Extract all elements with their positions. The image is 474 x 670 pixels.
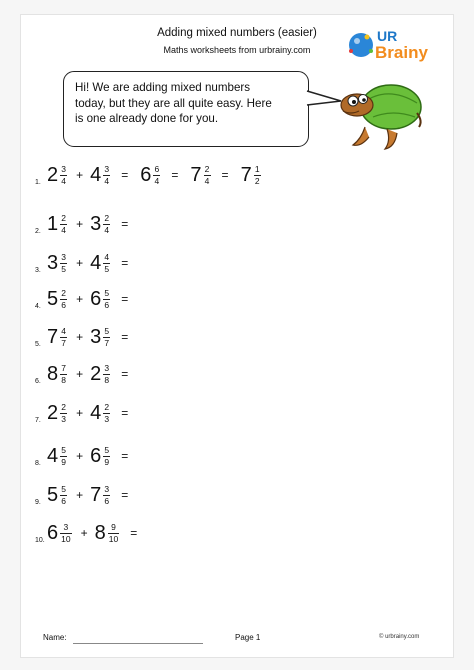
denominator: 4 xyxy=(61,224,66,235)
first-mixed-number-whole: 7 xyxy=(47,326,59,348)
denominator: 10 xyxy=(61,533,71,544)
numerator: 9 xyxy=(111,521,116,532)
problem-number: 1. xyxy=(35,178,41,186)
worksheet-page xyxy=(20,14,454,658)
equals-sign: = xyxy=(121,217,129,231)
answer-space[interactable] xyxy=(140,325,260,349)
numerator: 2 xyxy=(104,212,110,223)
first-mixed-number-fraction xyxy=(60,403,67,424)
first-mixed-number-whole: 2 xyxy=(47,164,59,186)
problem-row xyxy=(35,316,260,358)
denominator: 7 xyxy=(61,337,66,348)
denominator: 10 xyxy=(108,533,119,544)
answer-space[interactable] xyxy=(140,401,260,425)
problem-number: 2. xyxy=(35,227,41,235)
answer-space[interactable] xyxy=(140,251,260,275)
answer-step-whole: 6 xyxy=(140,164,152,186)
logo-text-brainy: Brainy xyxy=(375,43,428,62)
answer-step-fraction xyxy=(254,165,261,186)
first-mixed-number-fraction xyxy=(60,485,67,506)
denominator: 4 xyxy=(104,224,110,235)
second-mixed-number-whole: 4 xyxy=(90,252,102,274)
equals-sign: = xyxy=(171,168,179,182)
page-number: Page 1 xyxy=(235,633,261,642)
answer-space[interactable] xyxy=(140,483,260,507)
problem-number: 8. xyxy=(35,459,41,467)
numerator: 2 xyxy=(104,401,110,412)
equals-sign: = xyxy=(121,488,129,502)
turtle-mascot-icon xyxy=(321,69,425,155)
denominator: 4 xyxy=(104,175,110,186)
answer-step-fraction xyxy=(204,165,211,186)
first-mixed-number-fraction xyxy=(60,253,67,274)
numerator: 7 xyxy=(61,362,66,373)
denominator: 5 xyxy=(104,263,110,274)
answer-space[interactable] xyxy=(149,521,269,545)
problem-number: 3. xyxy=(35,266,41,274)
second-mixed-number-whole: 4 xyxy=(90,164,102,186)
numerator: 3 xyxy=(104,483,110,494)
second-mixed-number-whole: 3 xyxy=(90,326,102,348)
denominator: 3 xyxy=(61,413,66,424)
second-mixed-number-whole: 6 xyxy=(90,288,102,310)
first-mixed-number-whole: 5 xyxy=(47,288,59,310)
second-mixed-number-fraction xyxy=(103,214,110,235)
numerator: 3 xyxy=(104,163,110,174)
second-mixed-number-whole: 7 xyxy=(90,484,102,506)
first-mixed-number-fraction xyxy=(60,327,67,348)
numerator: 5 xyxy=(61,483,66,494)
answer-space[interactable] xyxy=(140,362,260,386)
numerator: 1 xyxy=(254,163,260,174)
denominator: 2 xyxy=(254,175,260,186)
bubble-line: today, but they are all quite easy. Here xyxy=(75,96,272,110)
numerator: 3 xyxy=(104,362,110,373)
equals-sign: = xyxy=(130,526,138,540)
second-mixed-number-whole: 2 xyxy=(90,363,102,385)
problem-row xyxy=(35,353,260,395)
equals-sign: = xyxy=(121,168,129,182)
plus-sign: + xyxy=(76,488,84,502)
first-mixed-number-whole: 5 xyxy=(47,484,59,506)
denominator: 6 xyxy=(104,495,110,506)
numerator: 3 xyxy=(61,163,66,174)
problem-row xyxy=(35,154,263,196)
problem-row xyxy=(35,474,260,516)
numerator: 2 xyxy=(61,401,66,412)
problem-row xyxy=(35,435,260,477)
denominator: 4 xyxy=(204,175,210,186)
first-mixed-number-whole: 2 xyxy=(47,402,59,424)
numerator: 2 xyxy=(204,163,210,174)
first-mixed-number-whole: 6 xyxy=(47,522,59,544)
plus-sign: + xyxy=(76,217,84,231)
denominator: 4 xyxy=(154,175,160,186)
denominator: 4 xyxy=(61,175,66,186)
numerator: 5 xyxy=(104,325,110,336)
answer-step-fraction xyxy=(153,165,160,186)
first-mixed-number-whole: 1 xyxy=(47,213,59,235)
numerator: 5 xyxy=(61,444,66,455)
first-mixed-number-whole: 3 xyxy=(47,252,59,274)
denominator: 3 xyxy=(104,413,110,424)
problem-row xyxy=(35,512,269,554)
second-mixed-number-whole: 6 xyxy=(90,445,102,467)
problem-number: 4. xyxy=(35,302,41,310)
equals-sign: = xyxy=(121,449,129,463)
problem-number: 5. xyxy=(35,340,41,348)
second-mixed-number-fraction xyxy=(103,253,110,274)
numerator: 3 xyxy=(63,521,69,532)
plus-sign: + xyxy=(76,168,84,182)
second-mixed-number-fraction xyxy=(103,446,110,467)
problem-number: 6. xyxy=(35,377,41,385)
denominator: 6 xyxy=(104,299,110,310)
first-mixed-number-fraction xyxy=(60,165,67,186)
speech-bubble xyxy=(63,71,309,147)
bubble-line: Hi! We are adding mixed numbers xyxy=(75,81,251,94)
plus-sign: + xyxy=(76,330,84,344)
equals-sign: = xyxy=(221,168,229,182)
second-mixed-number-fraction xyxy=(103,403,110,424)
denominator: 5 xyxy=(61,263,66,274)
equals-sign: = xyxy=(121,367,129,381)
first-mixed-number-fraction xyxy=(60,214,67,235)
denominator: 9 xyxy=(104,456,110,467)
second-mixed-number-fraction xyxy=(103,327,110,348)
first-mixed-number-whole: 4 xyxy=(47,445,59,467)
denominator: 9 xyxy=(61,456,66,467)
denominator: 6 xyxy=(61,495,66,506)
problem-row xyxy=(35,278,260,320)
first-mixed-number-whole: 8 xyxy=(47,363,59,385)
equals-sign: = xyxy=(121,292,129,306)
answer-space[interactable] xyxy=(140,444,260,468)
copyright-text: © urbrainy.com xyxy=(379,634,420,640)
equals-sign: = xyxy=(121,330,129,344)
second-mixed-number-fraction xyxy=(103,289,110,310)
page-title: Adding mixed numbers (easier) xyxy=(157,27,317,39)
second-mixed-number-fraction xyxy=(103,364,110,385)
second-mixed-number-whole: 3 xyxy=(90,213,102,235)
first-mixed-number-fraction xyxy=(60,446,67,467)
name-label: Name: xyxy=(43,633,67,642)
logo-text-ur: UR xyxy=(377,28,398,44)
problem-row xyxy=(35,392,260,434)
numerator: 5 xyxy=(104,444,110,455)
numerator: 3 xyxy=(61,251,66,262)
first-mixed-number-fraction xyxy=(60,289,67,310)
numerator: 6 xyxy=(154,163,160,174)
denominator: 8 xyxy=(104,374,110,385)
first-mixed-number-fraction xyxy=(60,364,67,385)
denominator: 7 xyxy=(104,337,110,348)
problem-row xyxy=(35,203,260,245)
equals-sign: = xyxy=(121,406,129,420)
answer-space[interactable] xyxy=(140,212,260,236)
denominator: 6 xyxy=(61,299,66,310)
page-subtitle: Maths worksheets from urbrainy.com xyxy=(163,45,311,55)
plus-sign: + xyxy=(80,526,88,540)
urbrainy-logo xyxy=(343,25,453,65)
problem-number: 9. xyxy=(35,498,41,506)
plus-sign: + xyxy=(76,449,84,463)
answer-step-whole: 7 xyxy=(190,164,202,186)
problem-number: 10. xyxy=(35,536,45,544)
numerator: 2 xyxy=(61,287,66,298)
first-mixed-number-fraction xyxy=(60,523,71,544)
second-mixed-number-fraction xyxy=(103,485,110,506)
second-mixed-number-fraction xyxy=(103,165,110,186)
plus-sign: + xyxy=(76,256,84,270)
plus-sign: + xyxy=(76,367,84,381)
numerator: 4 xyxy=(104,251,110,262)
equals-sign: = xyxy=(121,256,129,270)
name-line[interactable] xyxy=(73,643,203,644)
problem-number: 7. xyxy=(35,416,41,424)
answer-step-whole: 7 xyxy=(240,164,252,186)
numerator: 2 xyxy=(61,212,66,223)
denominator: 8 xyxy=(61,374,66,385)
second-mixed-number-whole: 4 xyxy=(90,402,102,424)
numerator: 5 xyxy=(104,287,110,298)
plus-sign: + xyxy=(76,406,84,420)
bubble-line: is one already done for you. xyxy=(75,112,219,126)
plus-sign: + xyxy=(76,292,84,306)
answer-space[interactable] xyxy=(140,287,260,311)
second-mixed-number-whole: 8 xyxy=(94,522,106,544)
second-mixed-number-fraction xyxy=(108,523,119,544)
numerator: 4 xyxy=(61,325,66,336)
